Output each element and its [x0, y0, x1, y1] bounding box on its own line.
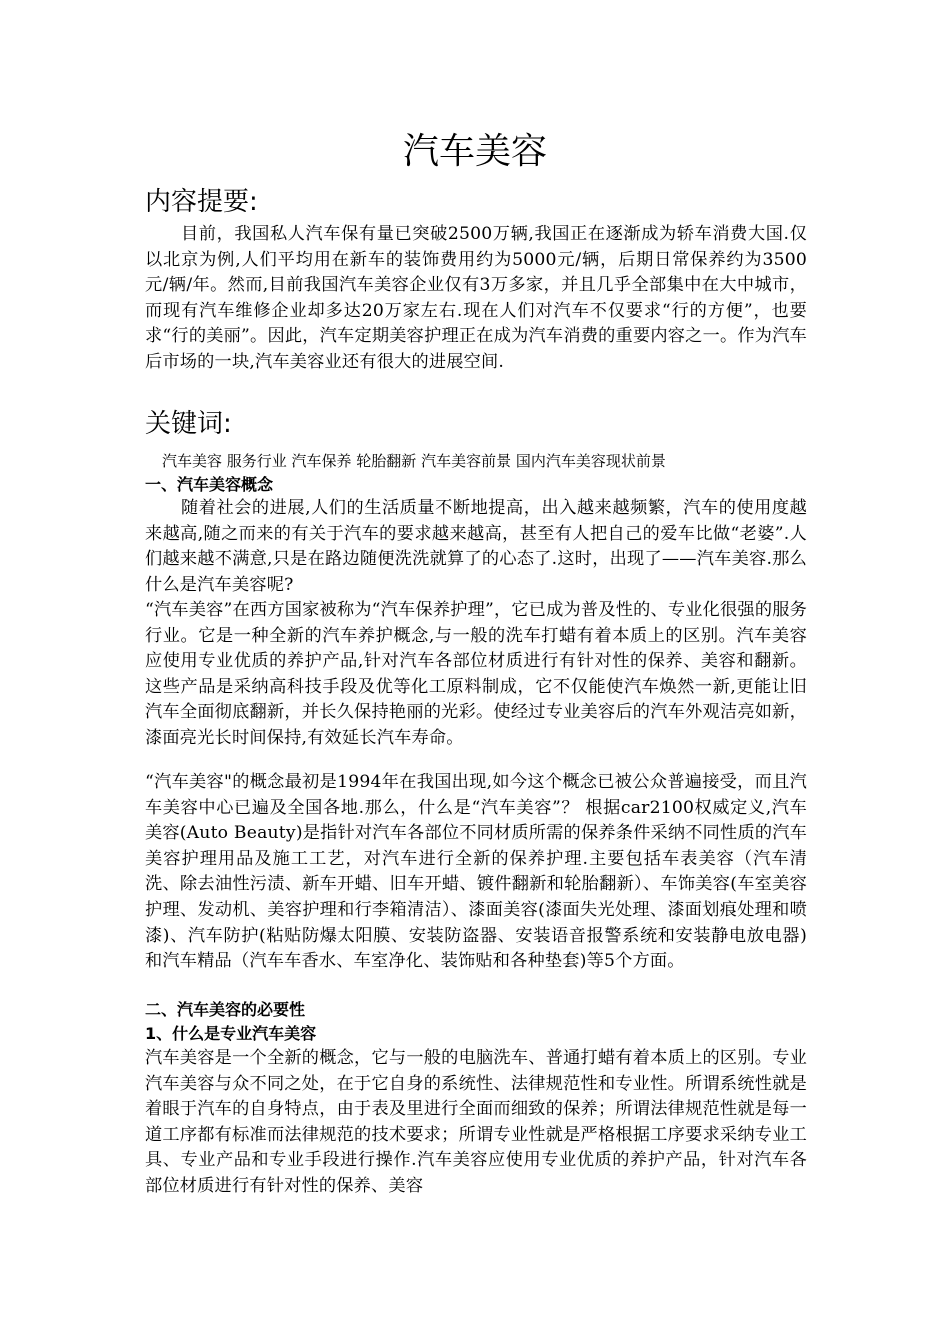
abstract-paragraph: 目前，我国私人汽车保有量已突破2500万辆,我国正在逐渐成为轿车消费大国.仅以北京为例,人们平均用在新车的装饰费用约为5000元/辆，后期日常保养约为3500元/辆/年。然而,目前我国汽车美容企业仅有3万多家，并且几乎全部集中在大中城市，而现有汽车维修企业却多达20万家左右.现在人们对汽车不仅要求“行的方便”，也要求“行的美丽”。因此，汽车定期美容护理正在成为汽车消费的重要内容之一。作为汽车后市场的一块,汽车美容业还有很大的进展空间.	[145, 224, 807, 372]
abstract-heading: 内容提要:	[145, 187, 258, 217]
section1-paragraph-2: “汽车美容”在西方国家被称为“汽车保养护理”，它已成为普及性的、专业化很强的服务行业。它是一种全新的汽车养护概念,与一般的洗车打蜡有着本质上的区别。汽车美容应使用专业优质的养护产品,针对汽车各部位材质进行有针对性的保养、美容和翻新。这些产品是采纳高科技手段及优等化工原料制成，它不仅能使汽车焕然一新,更能让旧汽车全面彻底翻新，并长久保持艳丽的光彩。使经过专业美容后的汽车外观洁亮如新，漆面亮光长时间保持,有效延长汽车寿命。	[145, 600, 807, 748]
keywords-heading: 关键词:	[145, 409, 232, 439]
section1-paragraph-3: “汽车美容"的概念最初是1994年在我国出现,如今这个概念已被公众普遍接受，而且汽车美容中心已遍及全国各地.那么，什么是“汽车美容”？ 根据car2100权威定义,汽车美容(Auto Beauty)是指针对汽车各部位不同材质所需的保养条件采纳不同性质的汽车美容护理用品及施工工艺，对汽车进行全新的保养护理.主要包括车表美容（汽车清洗、除去油性污渍、新车开蜡、旧车开蜡、镀件翻新和轮胎翻新）、车饰美容(车室美容护理、发动机、美容护理和行李箱清洁）、漆面美容(漆面失光处理、漆面划痕处理和喷漆)、汽车防护(粘贴防爆太阳膜、安装防盗器、安装语音报警系统和安装静电放电器)和汽车精品（汽车车香水、车室净化、装饰贴和各种垫套)等5个方面。	[145, 772, 807, 972]
section2-subheading-1: 1、什么是专业汽车美容	[145, 1024, 317, 1043]
document-title: 汽车美容	[402, 131, 547, 172]
section2-paragraph-1: 汽车美容是一个全新的概念，它与一般的电脑洗车、普通打蜡有着本质上的区别。专业汽车美容与众不同之处，在于它自身的系统性、法律规范性和专业性。所谓系统性就是着眼于汽车的自身特点，由于表及里进行全面而细致的保养；所谓法律规范性就是每一道工序都有标准而法律规范的技术要求；所谓专业性就是严格根据工序要求采纳专业工具、专业产品和专业手段进行操作.汽车美容应使用专业优质的养护产品，针对汽车各部位材质进行有针对性的保养、美容	[145, 1048, 807, 1196]
section1-heading: 一、汽车美容概念	[145, 475, 274, 494]
section2-heading: 二、汽车美容的必要性	[145, 1000, 306, 1019]
section1-paragraph-1: 随着社会的进展,人们的生活质量不断地提高，出入越来越频繁，汽车的使用度越来越高,随之而来的有关于汽车的要求越来越高，甚至有人把自己的爱车比做“老婆”.人们越来越不满意,只是在路边随便洗洗就算了的心态了.这时，出现了——汽车美容.那么什么是汽车美容呢?	[145, 498, 807, 595]
keywords-line: 汽车美容 服务行业 汽车保养 轮胎翻新 汽车美容前景 国内汽车美容现状前景	[162, 452, 666, 470]
